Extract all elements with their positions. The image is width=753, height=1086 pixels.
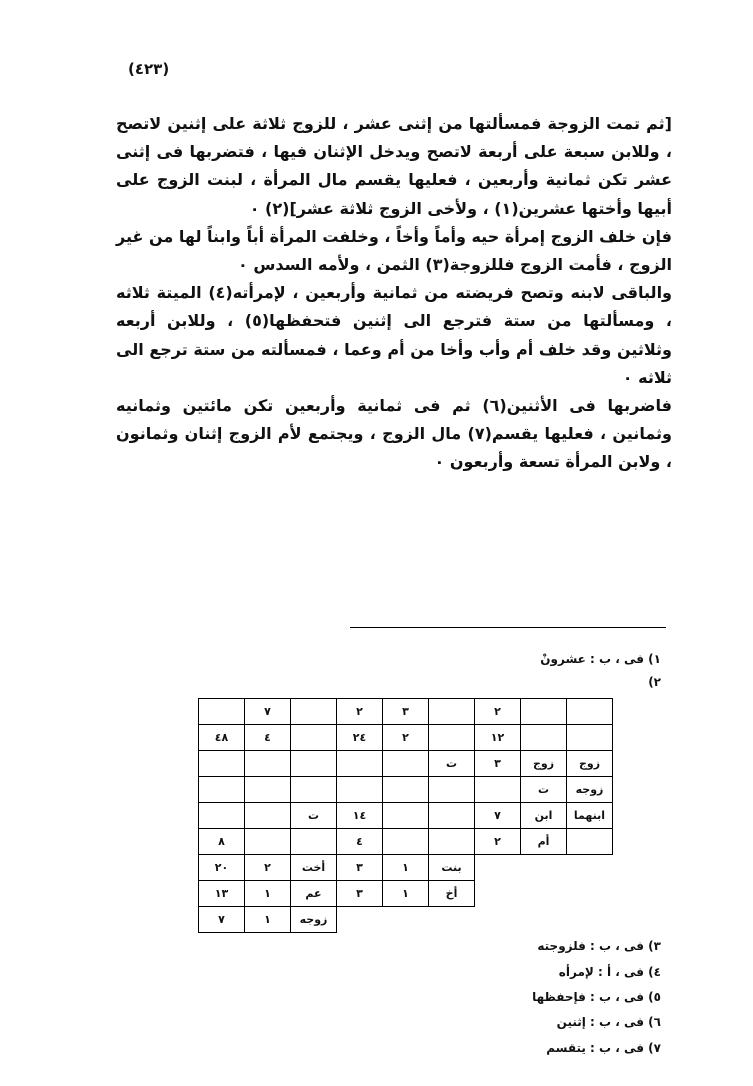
table-cell: ٣ [475, 751, 521, 777]
table-cell [429, 699, 475, 725]
table-row [199, 881, 613, 907]
footnote-3: ٣) فى ، ب : فلزوجته [537, 939, 661, 953]
inheritance-table [198, 698, 613, 933]
table-cell [245, 777, 291, 803]
table-cell: ٤ [245, 725, 291, 751]
table-cell: ٢ [475, 829, 521, 855]
table-row [199, 777, 613, 803]
table-cell [199, 751, 245, 777]
table-cell [291, 777, 337, 803]
table-cell [567, 907, 613, 933]
page-number: (٤٢٣) [128, 60, 170, 78]
table-cell [521, 907, 567, 933]
table-cell: ٣ [337, 855, 383, 881]
table-cell [245, 751, 291, 777]
table-cell [291, 699, 337, 725]
table-cell [567, 699, 613, 725]
table-cell: ابنهما [567, 803, 613, 829]
footnote-5: ٥) فى ، ب : فإحفظها [532, 990, 661, 1004]
table-cell [245, 829, 291, 855]
table-cell: ت [429, 751, 475, 777]
footnote-divider [350, 627, 666, 628]
table-cell: أخت [291, 855, 337, 881]
table-cell [521, 699, 567, 725]
table-cell [521, 725, 567, 751]
table-cell [567, 881, 613, 907]
paragraph-3: والباقى لابنه وتصح فريضته من ثمانية وأربعين ، لإمرأته(٤) الميتة ثلاثه ، ومسألتها من ستة فترجع الى إثنين فتحفظها(٥) ، وللابن أربعه وثلاثين وقد خلف أم وأب وأخا من أم وعما ، فمسألته من ستة ترجع الى ثلاثه ٠ [116, 283, 673, 387]
table-cell [475, 777, 521, 803]
table-row [199, 829, 613, 855]
table-cell: زوج [567, 751, 613, 777]
table-cell [475, 881, 521, 907]
table-cell: ٢٠ [199, 855, 245, 881]
table-cell: ١٣ [199, 881, 245, 907]
table-row [199, 725, 613, 751]
table-cell: ١ [383, 881, 429, 907]
table-cell: ١ [383, 855, 429, 881]
table-cell: ١٢ [475, 725, 521, 751]
table-cell: أم [521, 829, 567, 855]
table-cell: ٤٨ [199, 725, 245, 751]
table-cell [291, 725, 337, 751]
table-cell: ٢ [337, 699, 383, 725]
table-row [199, 855, 613, 881]
table-cell: ٧ [199, 907, 245, 933]
table-cell [567, 725, 613, 751]
table-cell: ٤ [337, 829, 383, 855]
table-cell [475, 907, 521, 933]
table-cell [429, 777, 475, 803]
table-cell [429, 829, 475, 855]
footnote-6: ٦) فى ، ب : إثنين [556, 1015, 661, 1029]
table-cell: ٧ [475, 803, 521, 829]
table-row [199, 699, 613, 725]
table-cell: عم [291, 881, 337, 907]
table-cell [429, 907, 475, 933]
table-cell: ٣ [337, 881, 383, 907]
table-cell: ١ [245, 881, 291, 907]
table-cell [199, 803, 245, 829]
footnote-2: ٢) [648, 675, 661, 689]
table-cell: ٣ [383, 699, 429, 725]
table-cell: ٢ [475, 699, 521, 725]
table-cell: زوجه [567, 777, 613, 803]
table-cell [337, 751, 383, 777]
table-cell [337, 907, 383, 933]
table-cell: ١٤ [337, 803, 383, 829]
paragraph-2: فإن خلف الزوج إمرأة حيه وأماً وأخاً ، وخلفت المرأة أباً وابناً لها من غير الزوج ، فأمت الزوج فللزوجة(٣) الثمن ، ولأمه السدس ٠ [116, 226, 672, 275]
table-row [199, 751, 613, 777]
table-cell: ٢ [245, 855, 291, 881]
table-cell: ١ [245, 907, 291, 933]
table-cell: زوج [521, 751, 567, 777]
table-cell [383, 751, 429, 777]
table-cell [291, 751, 337, 777]
table-cell [383, 803, 429, 829]
table-cell [429, 725, 475, 751]
table-cell [199, 699, 245, 725]
table-cell: ابن [521, 803, 567, 829]
main-text [116, 110, 672, 477]
table-cell [567, 855, 613, 881]
table-cell: زوجه [291, 907, 337, 933]
table-cell [429, 803, 475, 829]
table-cell [475, 855, 521, 881]
table-cell [337, 777, 383, 803]
table-row [199, 907, 613, 933]
table-cell [521, 881, 567, 907]
table-cell: ت [291, 803, 337, 829]
table-cell: ٢ [383, 725, 429, 751]
table-cell: ٢٤ [337, 725, 383, 751]
table-cell [291, 829, 337, 855]
footnote-1: ١) فى ، ب : عشرونْ [540, 652, 661, 666]
table-cell [245, 803, 291, 829]
footnote-7: ٧) فى ، ب : يتقسم [546, 1041, 661, 1055]
table-cell [521, 855, 567, 881]
table-cell: ت [521, 777, 567, 803]
table-cell: بنت [429, 855, 475, 881]
table-cell: أخ [429, 881, 475, 907]
table-cell [199, 777, 245, 803]
table-cell [383, 907, 429, 933]
paragraph-1: [ثم تمت الزوجة فمسألتها من إثنى عشر ، للزوج ثلاثة على إثنين لاتصح ، وللابن سبعة على أربعة لاتصح ويدخل الإثنان فيها ، فتضربها فى إثنى عشر تكن ثمانية وأربعين ، فعليها يقسم مال المرأة ، لبنت الزوج على أبيها وأختها عشرين(١) ، ولأخى الزوج ثلاثة عشر](٢) ٠ [116, 114, 672, 218]
table-cell: ٧ [245, 699, 291, 725]
table-row [199, 803, 613, 829]
table-cell [567, 829, 613, 855]
table-cell: ٨ [199, 829, 245, 855]
table-cell [383, 829, 429, 855]
paragraph-4: فاضربها فى الأثنين(٦) ثم فى ثمانية وأربعين تكن مائتين وثمانيه وثمانين ، فعليها يقسم(٧) مال الزوج ، ويجتمع لأم الزوج إثنان وثمانون ، ولابن المرأة تسعة وأربعون ٠ [116, 396, 673, 472]
footnote-4: ٤) فى ، أ : لإمرأه [558, 965, 661, 979]
table-cell [383, 777, 429, 803]
